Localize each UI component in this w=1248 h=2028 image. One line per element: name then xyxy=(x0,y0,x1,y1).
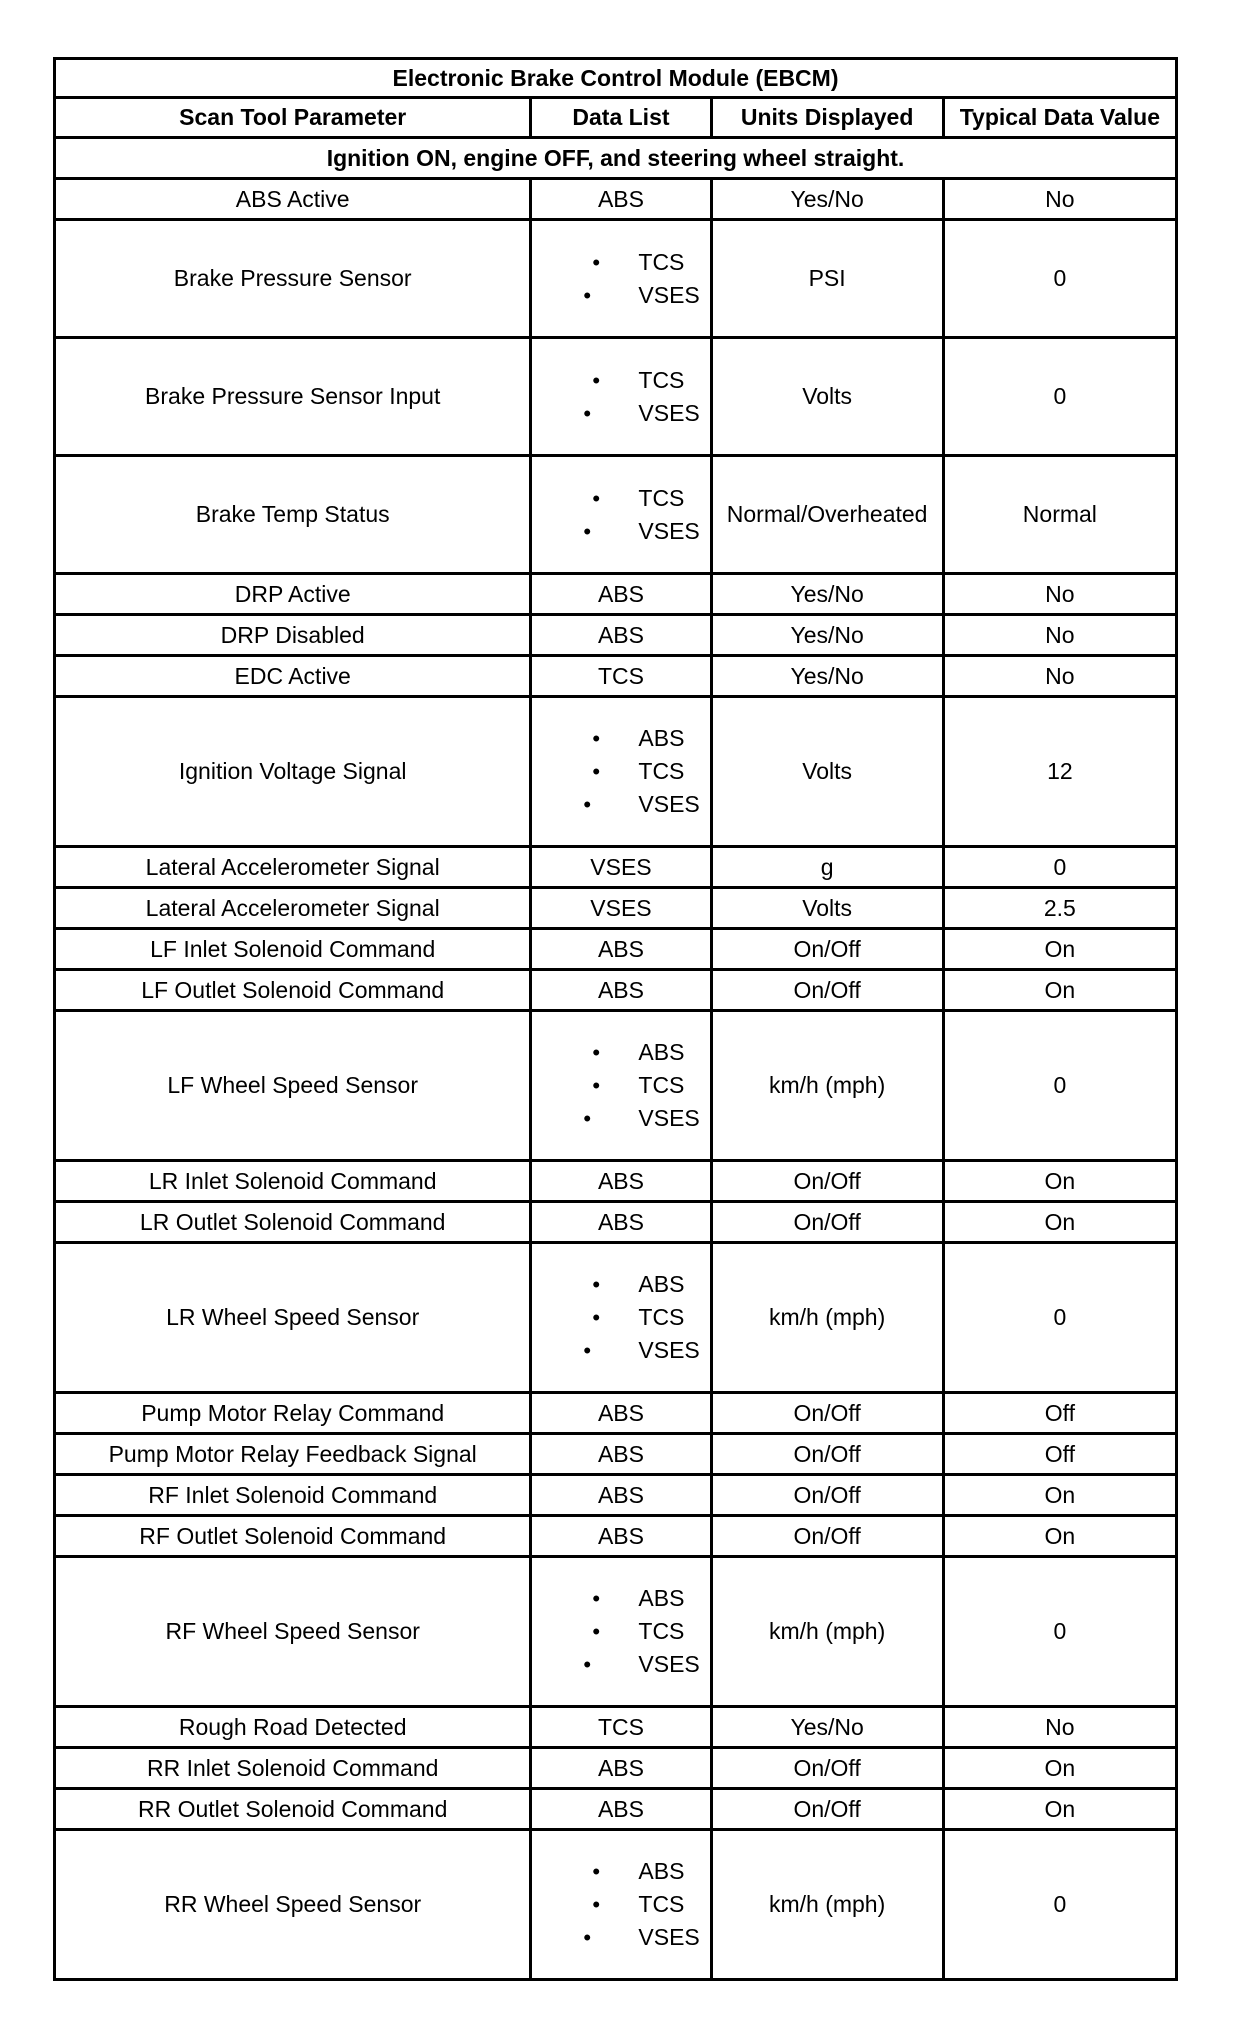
typical-value-cell: No xyxy=(943,656,1176,697)
bullet-icon: • xyxy=(583,1652,592,1677)
data-list-item-label: ABS xyxy=(638,1858,685,1884)
typical-value-cell: No xyxy=(943,179,1176,220)
ebcm-data-table xyxy=(53,57,1178,1981)
data-list xyxy=(532,482,709,548)
bullet-icon: • xyxy=(592,1073,601,1098)
typical-value-cell: 0 xyxy=(943,220,1176,338)
data-list-cell xyxy=(531,456,711,574)
parameter-cell: LF Wheel Speed Sensor xyxy=(55,1011,531,1161)
table-row xyxy=(55,1748,1177,1789)
parameter-cell: LR Inlet Solenoid Command xyxy=(55,1161,531,1202)
units-cell: Yes/No xyxy=(711,656,943,697)
data-list-item-label: ABS xyxy=(638,725,685,751)
typical-value-cell: Off xyxy=(943,1393,1176,1434)
bullet-icon: • xyxy=(592,249,601,275)
data-list-item xyxy=(532,722,709,755)
bullet-icon: • xyxy=(592,726,601,751)
table-row xyxy=(55,1161,1177,1202)
data-list-item-label: VSES xyxy=(638,281,700,308)
typical-value-cell: 0 xyxy=(943,1011,1176,1161)
data-list-cell xyxy=(531,338,711,456)
data-list-cell xyxy=(531,220,711,338)
typical-value-cell: On xyxy=(943,1202,1176,1243)
units-cell: On/Off xyxy=(711,1161,943,1202)
units-cell: Volts xyxy=(711,697,943,847)
data-list-cell: VSES xyxy=(531,888,711,929)
parameter-cell: Rough Road Detected xyxy=(55,1707,531,1748)
parameter-cell: LR Wheel Speed Sensor xyxy=(55,1243,531,1393)
table-row xyxy=(55,1789,1177,1830)
bullet-icon: • xyxy=(592,485,601,511)
data-list-cell: ABS xyxy=(531,1202,711,1243)
parameter-cell: EDC Active xyxy=(55,656,531,697)
data-list-item xyxy=(532,1648,709,1681)
parameter-cell: RR Inlet Solenoid Command xyxy=(55,1748,531,1789)
typical-value-cell: Normal xyxy=(943,456,1176,574)
data-list-item xyxy=(532,1268,709,1301)
table-row xyxy=(55,1393,1177,1434)
parameter-cell: DRP Disabled xyxy=(55,615,531,656)
parameter-cell: LF Inlet Solenoid Command xyxy=(55,929,531,970)
table-row xyxy=(55,456,1177,574)
bullet-icon: • xyxy=(583,1338,592,1363)
table-row xyxy=(55,656,1177,697)
data-list-item xyxy=(532,1921,709,1954)
table-row xyxy=(55,1830,1177,1980)
typical-value-cell: 0 xyxy=(943,1830,1176,1980)
data-list xyxy=(532,246,709,312)
data-list-cell: VSES xyxy=(531,847,711,888)
bullet-icon: • xyxy=(592,1272,601,1297)
parameter-cell: RF Outlet Solenoid Command xyxy=(55,1516,531,1557)
data-list-item-label: TCS xyxy=(638,1618,685,1644)
data-list-item-label: VSES xyxy=(638,517,700,544)
typical-value-cell: 12 xyxy=(943,697,1176,847)
typical-value-cell: On xyxy=(943,1789,1176,1830)
typical-value-cell: No xyxy=(943,1707,1176,1748)
typical-value-cell: On xyxy=(943,970,1176,1011)
table-row xyxy=(55,847,1177,888)
units-cell: Yes/No xyxy=(711,574,943,615)
data-list xyxy=(532,1268,709,1367)
data-list-cell: ABS xyxy=(531,179,711,220)
data-list-item xyxy=(532,1334,709,1367)
data-list-item-label: TCS xyxy=(638,1072,685,1098)
data-list-item xyxy=(532,397,709,430)
units-cell: Yes/No xyxy=(711,179,943,220)
data-list-item-label: VSES xyxy=(638,1105,700,1131)
table-row xyxy=(55,1516,1177,1557)
units-cell: On/Off xyxy=(711,929,943,970)
data-list-cell: ABS xyxy=(531,615,711,656)
data-list-item xyxy=(532,364,709,397)
data-list-cell xyxy=(531,697,711,847)
data-list-cell xyxy=(531,1830,711,1980)
data-list-item-label: TCS xyxy=(638,484,685,511)
typical-value-cell: On xyxy=(943,1161,1176,1202)
data-list-item-label: VSES xyxy=(638,1651,700,1677)
parameter-cell: Lateral Accelerometer Signal xyxy=(55,847,531,888)
data-list xyxy=(532,1855,709,1954)
parameter-cell: ABS Active xyxy=(55,179,531,220)
parameter-cell: LR Outlet Solenoid Command xyxy=(55,1202,531,1243)
data-list-cell: ABS xyxy=(531,929,711,970)
bullet-icon: • xyxy=(583,1106,592,1131)
condition-row: Ignition ON, engine OFF, and steering wheel straight. xyxy=(55,138,1177,179)
data-list-cell: ABS xyxy=(531,1434,711,1475)
typical-value-cell: 0 xyxy=(943,1243,1176,1393)
data-list-cell: ABS xyxy=(531,970,711,1011)
units-cell: km/h (mph) xyxy=(711,1243,943,1393)
data-list-item xyxy=(532,1855,709,1888)
parameter-cell: RF Inlet Solenoid Command xyxy=(55,1475,531,1516)
data-list-item xyxy=(532,246,709,279)
typical-value-cell: No xyxy=(943,574,1176,615)
table-row xyxy=(55,888,1177,929)
data-list-cell xyxy=(531,1243,711,1393)
data-list xyxy=(532,722,709,821)
parameter-cell: Brake Pressure Sensor xyxy=(55,220,531,338)
bullet-icon: • xyxy=(592,1619,601,1644)
table-row xyxy=(55,220,1177,338)
data-list-item xyxy=(532,1036,709,1069)
bullet-icon: • xyxy=(592,367,601,393)
parameter-cell: Pump Motor Relay Feedback Signal xyxy=(55,1434,531,1475)
typical-value-cell: On xyxy=(943,1748,1176,1789)
units-cell: km/h (mph) xyxy=(711,1830,943,1980)
table-row xyxy=(55,615,1177,656)
typical-value-cell: On xyxy=(943,929,1176,970)
bullet-icon: • xyxy=(583,518,592,544)
table-row xyxy=(55,1557,1177,1707)
data-list-item xyxy=(532,515,709,548)
table-row xyxy=(55,1243,1177,1393)
data-list-item xyxy=(532,755,709,788)
units-cell: On/Off xyxy=(711,1434,943,1475)
data-list-cell: ABS xyxy=(531,574,711,615)
table-row xyxy=(55,338,1177,456)
typical-value-cell: 0 xyxy=(943,847,1176,888)
table-row xyxy=(55,1011,1177,1161)
bullet-icon: • xyxy=(592,1586,601,1611)
units-cell: Volts xyxy=(711,338,943,456)
table-row xyxy=(55,697,1177,847)
data-list-cell: ABS xyxy=(531,1161,711,1202)
header-typical-data-value: Typical Data Value xyxy=(943,98,1176,138)
data-list-item-label: VSES xyxy=(638,1337,700,1363)
data-list-item xyxy=(532,788,709,821)
data-list xyxy=(532,1582,709,1681)
data-list-cell: ABS xyxy=(531,1475,711,1516)
data-list-item-label: VSES xyxy=(638,791,700,817)
units-cell: On/Off xyxy=(711,1516,943,1557)
units-cell: Normal/Overheated xyxy=(711,456,943,574)
data-list-item-label: VSES xyxy=(638,399,700,426)
data-list-cell xyxy=(531,1557,711,1707)
bullet-icon: • xyxy=(592,1892,601,1917)
data-list-cell: ABS xyxy=(531,1516,711,1557)
units-cell: Yes/No xyxy=(711,615,943,656)
header-scan-tool-parameter: Scan Tool Parameter xyxy=(55,98,531,138)
data-list-item-label: TCS xyxy=(638,248,685,275)
bullet-icon: • xyxy=(592,759,601,784)
parameter-cell: RF Wheel Speed Sensor xyxy=(55,1557,531,1707)
data-list-item-label: TCS xyxy=(638,758,685,784)
table-row xyxy=(55,970,1177,1011)
units-cell: On/Off xyxy=(711,1789,943,1830)
bullet-icon: • xyxy=(583,282,592,308)
table-row xyxy=(55,1202,1177,1243)
typical-value-cell: 0 xyxy=(943,338,1176,456)
bullet-icon: • xyxy=(583,400,592,426)
typical-value-cell: No xyxy=(943,615,1176,656)
data-list-cell xyxy=(531,1011,711,1161)
typical-value-cell: Off xyxy=(943,1434,1176,1475)
units-cell: On/Off xyxy=(711,1202,943,1243)
table-title: Electronic Brake Control Module (EBCM) xyxy=(55,59,1177,98)
parameter-cell: Pump Motor Relay Command xyxy=(55,1393,531,1434)
data-list xyxy=(532,364,709,430)
units-cell: PSI xyxy=(711,220,943,338)
typical-value-cell: 0 xyxy=(943,1557,1176,1707)
parameter-cell: Brake Pressure Sensor Input xyxy=(55,338,531,456)
data-list-item xyxy=(532,1102,709,1135)
units-cell: On/Off xyxy=(711,970,943,1011)
units-cell: On/Off xyxy=(711,1748,943,1789)
data-list-cell: ABS xyxy=(531,1789,711,1830)
data-list-item xyxy=(532,1069,709,1102)
units-cell: Yes/No xyxy=(711,1707,943,1748)
data-list-item-label: TCS xyxy=(638,366,685,393)
data-list-item xyxy=(532,1301,709,1334)
typical-value-cell: On xyxy=(943,1516,1176,1557)
data-list-cell: TCS xyxy=(531,1707,711,1748)
data-list-item-label: ABS xyxy=(638,1585,685,1611)
bullet-icon: • xyxy=(592,1859,601,1884)
header-data-list: Data List xyxy=(531,98,711,138)
table-row xyxy=(55,1475,1177,1516)
data-list-item xyxy=(532,1888,709,1921)
data-list-item xyxy=(532,279,709,312)
table-row xyxy=(55,1707,1177,1748)
parameter-cell: Lateral Accelerometer Signal xyxy=(55,888,531,929)
units-cell: On/Off xyxy=(711,1393,943,1434)
parameter-cell: Ignition Voltage Signal xyxy=(55,697,531,847)
data-list-item xyxy=(532,1582,709,1615)
parameter-cell: DRP Active xyxy=(55,574,531,615)
data-list xyxy=(532,1036,709,1135)
bullet-icon: • xyxy=(592,1040,601,1065)
parameter-cell: LF Outlet Solenoid Command xyxy=(55,970,531,1011)
parameter-cell: RR Outlet Solenoid Command xyxy=(55,1789,531,1830)
typical-value-cell: On xyxy=(943,1475,1176,1516)
table-row xyxy=(55,179,1177,220)
data-list-cell: ABS xyxy=(531,1748,711,1789)
data-list-item-label: ABS xyxy=(638,1039,685,1065)
bullet-icon: • xyxy=(583,1925,592,1950)
units-cell: g xyxy=(711,847,943,888)
data-list-item xyxy=(532,482,709,515)
parameter-cell: Brake Temp Status xyxy=(55,456,531,574)
data-list-item-label: VSES xyxy=(638,1924,700,1950)
units-cell: km/h (mph) xyxy=(711,1011,943,1161)
data-list-item-label: TCS xyxy=(638,1304,685,1330)
units-cell: km/h (mph) xyxy=(711,1557,943,1707)
data-list-item-label: TCS xyxy=(638,1891,685,1917)
bullet-icon: • xyxy=(592,1305,601,1330)
data-list-item xyxy=(532,1615,709,1648)
table-row xyxy=(55,574,1177,615)
data-list-cell: ABS xyxy=(531,1393,711,1434)
parameter-cell: RR Wheel Speed Sensor xyxy=(55,1830,531,1980)
data-list-item-label: ABS xyxy=(638,1271,685,1297)
bullet-icon: • xyxy=(583,792,592,817)
header-units-displayed: Units Displayed xyxy=(711,98,943,138)
table-row xyxy=(55,929,1177,970)
typical-value-cell: 2.5 xyxy=(943,888,1176,929)
data-list-cell: TCS xyxy=(531,656,711,697)
units-cell: Volts xyxy=(711,888,943,929)
units-cell: On/Off xyxy=(711,1475,943,1516)
table-row xyxy=(55,1434,1177,1475)
